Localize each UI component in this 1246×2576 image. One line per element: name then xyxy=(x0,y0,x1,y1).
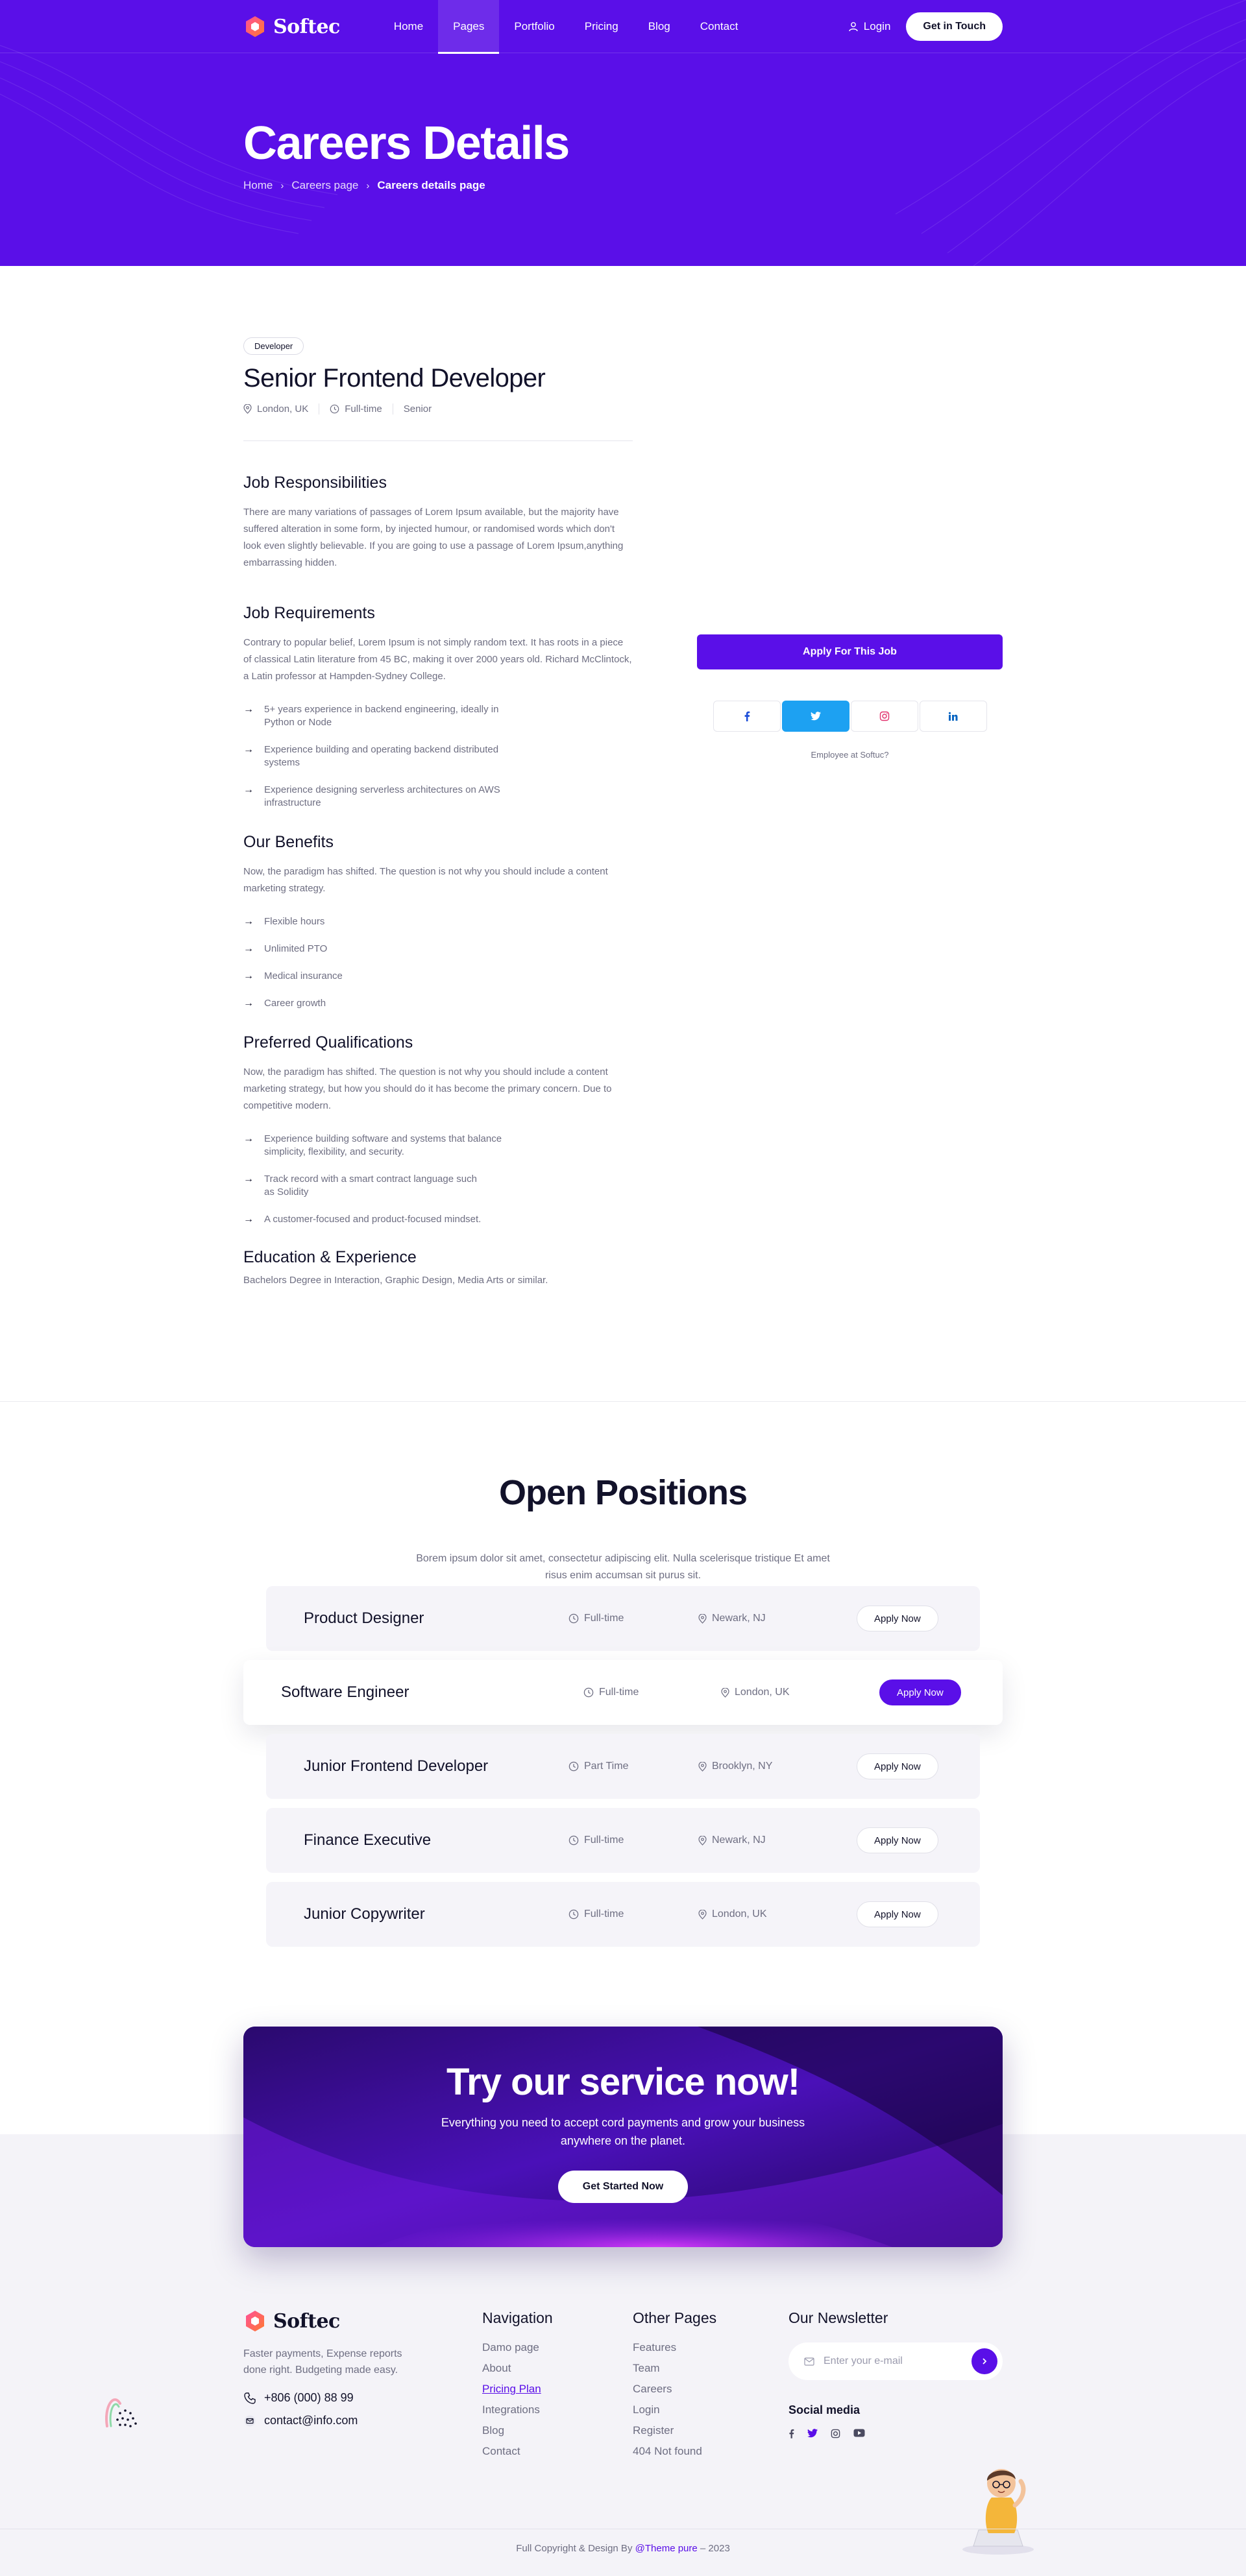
footer-link[interactable]: Login xyxy=(633,2403,660,2416)
footer-facebook-link[interactable] xyxy=(788,2429,794,2442)
job-tag: Developer xyxy=(243,337,304,355)
map-pin-icon xyxy=(698,1614,707,1624)
position-type: Full-time xyxy=(568,1835,624,1846)
twitter-icon xyxy=(811,712,821,721)
nav-portfolio[interactable]: Portfolio xyxy=(514,20,555,32)
job-type-text: Full-time xyxy=(345,403,382,415)
education-title: Education & Experience xyxy=(243,1248,417,1266)
list-item: → Experience designing serverless architectures on AWS infrastructure xyxy=(243,784,500,808)
social-media-title: Social media xyxy=(788,2403,861,2416)
job-details-section xyxy=(0,266,1246,1401)
position-title: Software Engineer xyxy=(281,1683,409,1701)
map-pin-icon xyxy=(698,1762,707,1772)
position-title: Finance Executive xyxy=(304,1831,432,1849)
table-row[interactable] xyxy=(266,1734,980,1799)
breadcrumb-careers[interactable]: Careers page xyxy=(291,179,359,191)
mail-icon xyxy=(243,2414,256,2427)
qualifications-text: Now, the paradigm has shifted. The question is not why you should include a content marketing strategy, but how you should do it has become the primary concern. Due to competitive modern. xyxy=(243,1066,612,1111)
share-buttons xyxy=(697,701,1003,732)
education-text: Bachelors Degree in Interaction, Graphic Design, Media Arts or similar. xyxy=(243,1275,548,1286)
clock-icon xyxy=(568,1613,579,1624)
breadcrumb-home[interactable]: Home xyxy=(243,179,273,191)
twitter-icon xyxy=(807,2429,818,2438)
arrow-right-icon: → xyxy=(243,1133,254,1144)
benefits-list xyxy=(243,915,633,1010)
mail-icon xyxy=(804,2357,814,2366)
login-label: Login xyxy=(863,20,891,32)
map-pin-icon xyxy=(698,1836,707,1846)
footer-other-title: Other Pages xyxy=(633,2309,717,2326)
arrow-right-icon: → xyxy=(243,1174,254,1185)
newsletter-email-input[interactable] xyxy=(788,2342,1003,2380)
table-row[interactable] xyxy=(266,1586,980,1651)
position-type: Full-time xyxy=(568,1908,624,1920)
apply-sidebar xyxy=(697,634,1003,760)
arrow-right-icon: → xyxy=(243,744,254,755)
map-pin-icon xyxy=(721,1688,729,1698)
footer-navigation-links xyxy=(482,2341,553,2458)
positions-title: Open Positions xyxy=(498,1473,748,1512)
page-title: Careers Details xyxy=(243,117,569,169)
position-location: Newark, NJ xyxy=(698,1613,766,1624)
logo-hexagon-icon xyxy=(243,15,267,38)
nav-home[interactable]: Home xyxy=(393,20,424,32)
job-type xyxy=(330,403,393,415)
footer-link[interactable]: Register xyxy=(633,2424,674,2437)
footer-twitter-link[interactable] xyxy=(807,2429,818,2442)
list-item: → 5+ years experience in backend engineering, ideally in Python or Node xyxy=(243,704,499,728)
instagram-icon xyxy=(831,2429,840,2438)
breadcrumb xyxy=(243,179,1003,192)
responsibilities-text: There are many variations of passages of Lorem Ipsum available, but the majority have suffered alteration in some form, by injected humour, or randomised words which don't look even slightly believable. If you are going to use a passage of Lorem Ipsum,anything embarrassing hidden. xyxy=(243,507,624,568)
cta-banner xyxy=(243,2027,1003,2247)
footer-description: Faster payments, Expense reports done right. Budgeting made easy. xyxy=(243,2348,402,2376)
list-item: → Career growth xyxy=(243,998,326,1009)
chevron-right-icon xyxy=(981,2357,988,2365)
clock-icon xyxy=(330,404,339,414)
list-item: → Medical insurance xyxy=(243,970,343,981)
nav-pages[interactable]: Pages xyxy=(438,0,499,53)
footer-link[interactable]: Blog xyxy=(482,2424,505,2437)
position-type: Full-time xyxy=(583,1687,639,1698)
list-item: → Track record with a smart contract language such as Solidity xyxy=(243,1174,477,1198)
footer-instagram-link[interactable] xyxy=(831,2429,840,2442)
copyright: Full Copyright & Design By @Theme pure – 2023 xyxy=(516,2543,730,2554)
clock-icon xyxy=(568,1909,579,1920)
apply-now-button[interactable]: Apply Now xyxy=(857,1606,938,1631)
arrow-right-icon: → xyxy=(243,970,254,981)
footer-navigation xyxy=(482,2309,553,2466)
newsletter-placeholder: Enter your e-mail xyxy=(824,2355,903,2366)
facebook-icon xyxy=(788,2429,794,2438)
footer xyxy=(243,2309,1003,2504)
apply-now-button[interactable]: Apply Now xyxy=(857,1753,938,1779)
position-type: Full-time xyxy=(568,1613,624,1624)
clock-icon xyxy=(568,1761,579,1772)
benefits-title: Our Benefits xyxy=(243,833,334,851)
position-location: Newark, NJ xyxy=(698,1835,766,1846)
footer-link[interactable]: About xyxy=(482,2362,511,2374)
top-navbar xyxy=(0,0,1246,53)
apply-now-button[interactable]: Apply Now xyxy=(857,1901,938,1927)
list-item: → Experience building and operating backend distributed systems xyxy=(243,744,499,768)
linkedin-icon xyxy=(948,712,958,721)
cta-subtitle: Everything you need to accept cord payments and grow your business anywhere on the planet. xyxy=(441,2116,805,2147)
clock-icon xyxy=(583,1687,594,1698)
breadcrumb-current: Careers details page xyxy=(377,179,485,191)
arrow-right-icon: → xyxy=(243,1214,254,1225)
nav-blog[interactable]: Blog xyxy=(648,20,670,32)
footer-logo[interactable] xyxy=(243,2309,425,2333)
character-illustration xyxy=(953,2452,1044,2556)
arrow-right-icon: → xyxy=(243,943,254,954)
footer-link[interactable]: Careers xyxy=(633,2383,672,2395)
footer-link[interactable]: Pricing Plan xyxy=(482,2383,541,2395)
requirements-list xyxy=(243,703,633,810)
arrow-right-icon: → xyxy=(243,998,254,1009)
instagram-icon xyxy=(879,711,890,721)
footer-link[interactable]: Integrations xyxy=(482,2403,540,2416)
hero-section xyxy=(0,0,1246,266)
facebook-icon xyxy=(744,711,750,721)
share-linkedin-button[interactable] xyxy=(920,701,987,732)
share-twitter-button[interactable] xyxy=(782,701,849,732)
apply-for-job-button[interactable]: Apply For This Job xyxy=(697,634,1003,669)
qualifications-title: Preferred Qualifications xyxy=(243,1033,413,1052)
footer-link[interactable]: Damo page xyxy=(482,2341,539,2353)
list-item: → Experience building software and systems that balance simplicity, flexibility, and security. xyxy=(243,1133,502,1157)
footer-about xyxy=(243,2309,425,2427)
youtube-icon xyxy=(853,2429,865,2437)
requirements-text: Contrary to popular belief, Lorem Ipsum is not simply random text. It has roots in a piece of classical Latin literature from 45 BC, making it over 2000 years old. Richard McClintock, a Latin professor at Hampden-Sydney College. xyxy=(243,637,632,682)
apply-now-button[interactable]: Apply Now xyxy=(879,1679,961,1705)
share-facebook-button[interactable] xyxy=(713,701,781,732)
job-location xyxy=(243,403,319,415)
list-item: → Unlimited PTO xyxy=(243,943,328,954)
footer-link[interactable]: 404 Not found xyxy=(633,2445,702,2457)
job-meta xyxy=(243,403,633,441)
newsletter-submit-button[interactable] xyxy=(971,2348,997,2374)
position-title: Junior Copywriter xyxy=(304,1905,425,1923)
position-location: Brooklyn, NY xyxy=(698,1761,772,1772)
table-row[interactable] xyxy=(266,1882,980,1947)
cta-title: Try our service now! xyxy=(446,2061,800,2103)
position-location: London, UK xyxy=(721,1687,790,1698)
footer-newsletter xyxy=(788,2309,1003,2442)
list-item: → Flexible hours xyxy=(243,916,325,927)
arrow-right-icon: → xyxy=(243,704,254,715)
logo-hexagon-icon xyxy=(243,2309,267,2333)
position-title: Product Designer xyxy=(304,1609,424,1627)
nav-contact[interactable]: Contact xyxy=(700,20,739,32)
job-level: Senior xyxy=(403,403,432,415)
list-item: → A customer-focused and product-focused mindset. xyxy=(243,1214,482,1225)
get-started-button[interactable]: Get Started Now xyxy=(558,2171,688,2203)
table-row[interactable] xyxy=(266,1808,980,1873)
position-location: London, UK xyxy=(698,1908,767,1920)
arrow-right-icon: → xyxy=(243,916,254,927)
footer-link[interactable]: Team xyxy=(633,2362,660,2374)
chevron-right-icon: › xyxy=(366,180,370,191)
newsletter-title: Our Newsletter xyxy=(788,2309,888,2326)
map-pin-icon xyxy=(698,1910,707,1920)
brand-name: Softec xyxy=(273,15,340,38)
job-title: Senior Frontend Developer xyxy=(243,364,546,392)
get-in-touch-button[interactable]: Get in Touch xyxy=(906,12,1003,41)
clock-icon xyxy=(568,1835,579,1846)
position-type: Part Time xyxy=(568,1761,628,1772)
apply-now-button[interactable]: Apply Now xyxy=(857,1827,938,1853)
footer-other-links xyxy=(633,2341,716,2458)
footer-brand-name: Softec xyxy=(273,2309,340,2333)
nav-pricing[interactable]: Pricing xyxy=(584,20,618,32)
decorative-dots-graphic xyxy=(101,2387,146,2433)
brand-logo[interactable] xyxy=(243,15,340,38)
theme-author-link[interactable]: @Theme pure xyxy=(635,2543,698,2554)
qualifications-list xyxy=(243,1133,633,1226)
employee-note: Employee at Softuc? xyxy=(811,750,889,760)
main-menu xyxy=(379,0,753,53)
footer-link[interactable]: Features xyxy=(633,2341,677,2353)
user-icon xyxy=(848,21,859,32)
footer-phone[interactable]: +806 (000) 88 99 xyxy=(243,2391,425,2405)
share-instagram-button[interactable] xyxy=(851,701,918,732)
map-pin-icon xyxy=(243,404,252,414)
phone-icon xyxy=(243,2392,256,2405)
arrow-right-icon: → xyxy=(243,784,254,795)
footer-other-pages xyxy=(633,2309,716,2466)
responsibilities-title: Job Responsibilities xyxy=(243,474,387,492)
requirements-title: Job Requirements xyxy=(243,604,375,622)
footer-navigation-title: Navigation xyxy=(482,2309,553,2326)
footer-link[interactable]: Contact xyxy=(482,2445,520,2457)
job-description xyxy=(243,337,633,1289)
chevron-right-icon: › xyxy=(280,180,284,191)
footer-email[interactable]: contact@info.com xyxy=(243,2414,425,2427)
benefits-text: Now, the paradigm has shifted. The question is not why you should include a content marketing strategy. xyxy=(243,866,608,894)
footer-youtube-link[interactable] xyxy=(853,2429,865,2442)
positions-subtitle: Borem ipsum dolor sit amet, consectetur adipiscing elit. Nulla scelerisque tristique Et amet risus enim accumsan sit purus sit. xyxy=(416,1553,830,1581)
table-row[interactable] xyxy=(243,1660,1003,1725)
job-location-text: London, UK xyxy=(257,403,309,415)
login-link[interactable] xyxy=(848,20,891,33)
social-media-links xyxy=(788,2429,1003,2442)
position-title: Junior Frontend Developer xyxy=(304,1757,489,1775)
open-positions-section xyxy=(0,1401,1246,2134)
